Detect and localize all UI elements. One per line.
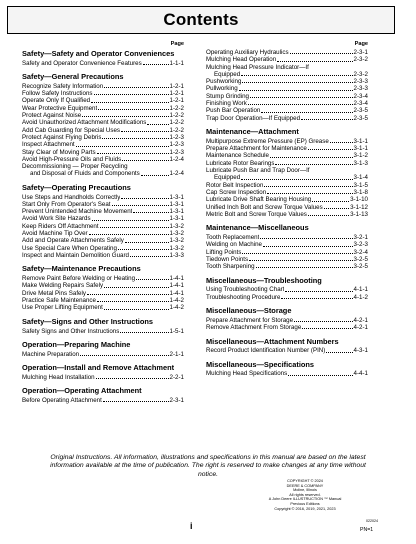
dot-leader — [141, 175, 169, 176]
toc-entry-title: Rotor Belt Inspection — [206, 181, 264, 189]
copyright-block — [265, 479, 345, 511]
toc-entry-page: 1-3-1 — [169, 208, 184, 216]
toc-entry-page: 1-2-2 — [169, 126, 184, 134]
dot-leader — [100, 227, 169, 228]
copyright-line: Copyright © 2016, 2019, 2021, 2023 — [274, 506, 336, 511]
toc-entry-page: 3-2-4 — [353, 248, 368, 256]
toc-entry[interactable] — [22, 397, 184, 404]
toc-entry[interactable] — [22, 275, 184, 282]
toc-entry-title: Machine Preparation — [22, 350, 80, 358]
contents-right-column — [206, 41, 368, 378]
dot-leader — [285, 291, 352, 292]
toc-entry[interactable] — [22, 194, 184, 201]
dot-leader — [130, 256, 169, 257]
toc-entry-page: 4-1-1 — [353, 286, 368, 294]
toc-entry-title: Protect Against Flying Debris — [22, 133, 102, 141]
dot-leader — [92, 220, 169, 221]
toc-entry[interactable] — [22, 328, 184, 335]
toc-entry-page: 3-1-5 — [353, 181, 368, 189]
toc-entry[interactable] — [22, 223, 184, 230]
toc-entry-title: Remove Paint Before Welding or Heating — [22, 275, 136, 283]
dot-leader — [121, 198, 168, 199]
toc-entry-title: Finishing Work — [206, 100, 247, 108]
toc-entry-title: Metric Bolt and Screw Torque Values — [206, 210, 307, 218]
toc-entry[interactable] — [206, 294, 368, 301]
toc-entry-title: Lubricate Drive Shaft Bearing Housing — [206, 196, 312, 204]
dot-leader — [76, 146, 169, 147]
toc-entry-title: Start Only From Operator's Seat — [22, 200, 111, 208]
toc-entry[interactable] — [22, 163, 184, 170]
toc-entry-title: Mulching Head Installation — [22, 373, 95, 381]
dot-leader — [261, 112, 352, 113]
toc-entry-page: 2-2-1 — [169, 373, 184, 381]
toc-entry-page: 1-4-2 — [169, 297, 184, 305]
toc-entry[interactable] — [206, 317, 368, 324]
toc-entry[interactable] — [22, 351, 184, 358]
toc-entry-title: Protect Against Noise — [22, 112, 82, 120]
dot-leader — [97, 153, 169, 154]
toc-entry[interactable] — [22, 290, 184, 297]
toc-entry-page: 4-1-2 — [353, 293, 368, 301]
toc-entry-title: Before Operating Attachment — [22, 397, 102, 405]
toc-entry-page: 3-1-1 — [353, 145, 368, 153]
original-instructions-note: Original Instructions. All information, illustrations and specifications in this manual are based on the latest information available at the time of publication. The right is reserved to make changes at any time without notice. — [50, 454, 366, 478]
toc-entry[interactable] — [22, 215, 184, 222]
toc-entry-page: 4-2-1 — [353, 324, 368, 332]
toc-entry-title: Practice Safe Maintenance — [22, 297, 96, 305]
toc-entry-title: Avoid High-Pressure Oils and Fluids — [22, 155, 122, 163]
toc-entry-page: 3-1-4 — [353, 174, 368, 182]
toc-entry-title: Wear Protective Equipment — [22, 104, 98, 112]
toc-entry[interactable] — [206, 152, 368, 159]
toc-entry[interactable] — [206, 204, 368, 211]
dot-leader — [82, 116, 168, 117]
toc-entry-page: 1-4-2 — [169, 304, 184, 312]
section-heading: Miscellaneous—Attachment Numbers — [206, 336, 339, 346]
toc-entry[interactable] — [206, 85, 368, 92]
toc-entry[interactable] — [22, 141, 184, 148]
toc-entry-page: 1-3-2 — [169, 244, 184, 252]
toc-entry-page: 1-2-1 — [169, 90, 184, 98]
toc-entry-page: 2-3-3 — [353, 85, 368, 93]
toc-entry[interactable] — [206, 93, 368, 100]
page-column-header: Page — [354, 41, 368, 47]
toc-entry[interactable] — [206, 241, 368, 248]
toc-entry-title: Operate Only If Qualified — [22, 97, 91, 105]
toc-entry-title: Unified Inch Bolt and Screw Torque Values — [206, 203, 323, 211]
section-heading: Operation—Install and Remove Attachment — [22, 363, 175, 373]
toc-entry-title: Avoid Machine Tip Over — [22, 230, 88, 238]
dot-leader — [133, 212, 168, 213]
dot-leader — [263, 246, 353, 247]
toc-entry-title: Inspect and Maintain Demolition Guard — [22, 251, 129, 259]
toc-entry-title: Use Proper Lifting Equipment — [22, 304, 103, 312]
toc-entry-page: 1-3-2 — [169, 230, 184, 238]
toc-entry[interactable] — [206, 370, 368, 377]
page-number: i — [190, 521, 193, 531]
toc-entry[interactable] — [22, 252, 184, 259]
toc-entry-title: Remove Attachment From Storage — [206, 324, 302, 332]
dot-leader — [312, 201, 349, 202]
toc-entry[interactable] — [22, 245, 184, 252]
toc-entry-title: Use Special Care When Operating — [22, 244, 117, 252]
dot-leader — [87, 294, 169, 295]
toc-entry-page: 3-1-3 — [353, 159, 368, 167]
toc-entry-page: 4-4-1 — [353, 370, 368, 378]
toc-entry[interactable] — [206, 263, 368, 270]
toc-entry-page: 1-3-2 — [169, 222, 184, 230]
toc-entry[interactable] — [206, 138, 368, 145]
toc-entry-title: Safety and Operator Convenience Features — [22, 59, 142, 67]
toc-entry[interactable] — [206, 256, 368, 263]
toc-entry[interactable] — [206, 211, 368, 218]
dot-leader — [308, 215, 349, 216]
toc-entry-page: 2-3-2 — [353, 70, 368, 78]
toc-entry[interactable] — [22, 170, 184, 177]
toc-entry[interactable] — [22, 119, 184, 126]
toc-entry-page: 1-2-3 — [169, 133, 184, 141]
page-column-header: Page — [170, 41, 184, 47]
dot-leader — [248, 104, 353, 105]
toc-entry-title: Add Cab Guarding for Special Uses — [22, 126, 121, 134]
dot-leader — [102, 138, 168, 139]
toc-entry[interactable] — [22, 237, 184, 244]
toc-entry[interactable] — [22, 282, 184, 289]
dot-leader — [97, 301, 169, 302]
toc-entry-page: 1-1-1 — [169, 59, 184, 67]
toc-entry[interactable] — [22, 297, 184, 304]
toc-entry-page: 3-1-10 — [350, 196, 368, 204]
dot-leader — [120, 332, 168, 333]
toc-entry-title: Mulching Head Specifications — [206, 370, 288, 378]
toc-entry-page: 1-2-2 — [169, 119, 184, 127]
copyright-line: All rights reserved. — [289, 492, 321, 497]
toc-entry-page: 1-2-1 — [169, 82, 184, 90]
toc-entry-page: 1-2-3 — [169, 141, 184, 149]
toc-entry[interactable] — [22, 83, 184, 90]
contents-title-bar — [7, 6, 395, 34]
toc-entry-title: Welding on Machine — [206, 241, 262, 249]
section-heading: Miscellaneous—Specifications — [206, 359, 315, 369]
toc-entry-page: 2-3-4 — [353, 100, 368, 108]
section-heading: Safety—General Precautions — [22, 72, 124, 82]
toc-entry[interactable] — [206, 347, 368, 354]
dot-leader — [294, 321, 353, 322]
dot-leader — [326, 352, 352, 353]
toc-entry-title: Tiedown Points — [206, 255, 249, 263]
section-heading: Miscellaneous—Storage — [206, 306, 292, 316]
toc-entry-page: 1-2-2 — [169, 112, 184, 120]
toc-entry-title: Lubricate Rotor Bearings — [206, 159, 275, 167]
toc-entry-page: 1-2-3 — [169, 148, 184, 156]
dot-leader — [249, 260, 352, 261]
toc-entry-title: Keep Riders Off Attachment — [22, 222, 99, 230]
toc-entry-title: Equipped — [214, 174, 241, 182]
dot-leader — [122, 160, 168, 161]
toc-entry-page: 1-2-2 — [169, 104, 184, 112]
dot-leader — [275, 164, 352, 165]
section-heading: Safety—Signs and Other Instructions — [22, 316, 153, 326]
toc-entry[interactable] — [22, 134, 184, 141]
dot-leader — [288, 375, 352, 376]
toc-entry-page: 3-2-5 — [353, 263, 368, 271]
toc-entry-title: Trap Door Operation—If Equipped — [206, 114, 301, 122]
toc-entry[interactable] — [206, 160, 368, 167]
dot-leader — [242, 253, 352, 254]
dot-leader — [104, 287, 168, 288]
toc-entry-page: 1-3-1 — [169, 200, 184, 208]
toc-entry-page: 3-1-1 — [353, 137, 368, 145]
dot-leader — [118, 249, 169, 250]
toc-entry-title: Record Product Identification Number (PIN) — [206, 347, 326, 355]
toc-entry-title: Recognize Safety Information — [22, 82, 104, 90]
toc-entry-title: Add and Operate Attachments Safely — [22, 237, 124, 245]
toc-entry-title: Lifting Points — [206, 248, 242, 256]
toc-entry-title: Maintenance Schedule — [206, 152, 269, 160]
dot-leader — [302, 328, 352, 329]
toc-entry-title: Cap Screw Inspection — [206, 188, 267, 196]
document-code: 022024 — [366, 519, 378, 523]
dot-leader — [136, 279, 169, 280]
section-heading: Maintenance—Attachment — [206, 127, 299, 137]
toc-entry[interactable] — [22, 201, 184, 208]
dot-leader — [256, 267, 353, 268]
toc-entry[interactable] — [206, 182, 368, 189]
toc-entry-title: Pullworking — [206, 85, 238, 93]
dot-leader — [80, 355, 168, 356]
toc-entry[interactable] — [22, 112, 184, 119]
dot-leader — [241, 75, 352, 76]
toc-entry[interactable] — [206, 196, 368, 203]
dot-leader — [96, 378, 169, 379]
dot-leader — [104, 87, 168, 88]
toc-entry-title: Tooth Replacement — [206, 233, 260, 241]
toc-entry-page: 2-3-4 — [353, 92, 368, 100]
dot-leader — [89, 234, 169, 235]
toc-entry-title: Troubleshooting Procedure — [206, 293, 281, 301]
toc-entry-title: Follow Safety Instructions — [22, 90, 93, 98]
toc-entry-page: 3-2-1 — [353, 233, 368, 241]
toc-entry-page: 4-2-1 — [353, 316, 368, 324]
toc-entry[interactable] — [22, 60, 184, 67]
dot-leader — [267, 193, 352, 194]
dot-leader — [241, 179, 352, 180]
toc-entry-title: Prepare Attachment for Storage — [206, 316, 294, 324]
toc-entry-page: 1-3-1 — [169, 215, 184, 223]
dot-leader — [264, 186, 352, 187]
toc-entry[interactable] — [206, 107, 368, 114]
toc-entry-title: Mulching Head Pressure Indicator—If — [206, 63, 309, 71]
toc-entry-title: Push Bar Operation — [206, 107, 261, 115]
dot-leader — [308, 149, 353, 150]
toc-entry-page: 3-1-8 — [353, 188, 368, 196]
toc-entry-page: 1-2-4 — [169, 170, 184, 178]
toc-entry[interactable] — [206, 174, 368, 181]
toc-entry-page: 2-1-1 — [169, 350, 184, 358]
dot-leader — [94, 94, 169, 95]
contents-left-column — [22, 41, 184, 404]
section-heading: Miscellaneous—Troubleshooting — [206, 275, 322, 285]
toc-entry[interactable] — [206, 167, 368, 174]
toc-entry-title: Operating Auxiliary Hydraulics — [206, 49, 289, 56]
toc-entry-page: 2-3-2 — [353, 56, 368, 64]
toc-entry-page: 1-2-4 — [169, 155, 184, 163]
toc-entry[interactable] — [22, 149, 184, 156]
toc-entry-page: 1-4-1 — [169, 282, 184, 290]
toc-entry-title: Stump Grinding — [206, 92, 249, 100]
dot-leader — [277, 61, 352, 62]
dot-leader — [290, 53, 353, 54]
toc-entry-page: 4-3-1 — [353, 347, 368, 355]
section-heading: Operation—Preparing Machine — [22, 339, 131, 349]
toc-entry-title: Prepare Attachment for Maintenance — [206, 145, 307, 153]
toc-entry-title: Mulching Head Operation — [206, 56, 277, 64]
toc-entry-page: 3-1-13 — [350, 210, 368, 218]
toc-entry[interactable] — [206, 249, 368, 256]
toc-entry-title: Using Troubleshooting Chart — [206, 286, 285, 294]
toc-entry-page: 2-3-5 — [353, 107, 368, 115]
toc-entry-title: Inspect Attachment — [22, 141, 75, 149]
dot-leader — [121, 131, 169, 132]
toc-entry[interactable] — [206, 49, 368, 56]
toc-entry[interactable] — [22, 156, 184, 163]
toc-entry[interactable] — [206, 78, 368, 85]
toc-entry-title: Tooth Sharpening — [206, 263, 255, 271]
toc-entry[interactable] — [22, 230, 184, 237]
left-section-list — [22, 50, 184, 404]
dot-leader — [324, 208, 349, 209]
right-section-list — [206, 49, 368, 378]
copyright-line: Previous Editions — [290, 501, 320, 506]
toc-entry-page: 3-1-12 — [350, 203, 368, 211]
toc-entry[interactable] — [22, 90, 184, 97]
toc-entry[interactable] — [206, 145, 368, 152]
dot-leader — [91, 102, 168, 103]
dot-leader — [260, 238, 352, 239]
toc-entry-page: 3-2-3 — [353, 241, 368, 249]
section-heading: Maintenance—Miscellaneous — [206, 223, 309, 233]
toc-entry[interactable] — [206, 56, 368, 63]
toc-entry-page: 1-3-3 — [169, 251, 184, 259]
toc-entry-title: Decommissioning — Proper Recycling — [22, 163, 128, 171]
toc-entry[interactable] — [22, 105, 184, 112]
toc-entry-page: 1-4-1 — [169, 289, 184, 297]
dot-leader — [250, 97, 353, 98]
dot-leader — [242, 82, 352, 83]
toc-entry-title: Avoid Work Site Hazards — [22, 215, 91, 223]
section-heading: Safety—Safety and Operator Conveniences — [22, 49, 175, 58]
dot-leader — [147, 124, 168, 125]
dot-leader — [104, 309, 169, 310]
toc-entry-title: Use Steps and Handholds Correctly — [22, 193, 121, 201]
toc-entry[interactable] — [206, 115, 368, 122]
copyright-line: Moline, Illinois — [293, 488, 317, 493]
toc-entry[interactable] — [206, 286, 368, 293]
toc-entry-page: 1-4-1 — [169, 275, 184, 283]
dot-leader — [98, 109, 168, 110]
dot-leader — [301, 119, 353, 120]
dot-leader — [281, 298, 352, 299]
toc-entry-title: Drive Metal Pins Safely — [22, 289, 86, 297]
toc-entry[interactable] — [22, 374, 184, 381]
copyright-line: DEERE & COMPANY — [286, 483, 324, 488]
dot-leader — [125, 242, 169, 243]
section-heading: Safety—Maintenance Precautions — [22, 264, 141, 274]
toc-entry-title: Lubricate Push Bar and Trap Door—If — [206, 167, 310, 175]
toc-entry-page: 2-3-5 — [353, 114, 368, 122]
toc-entry[interactable] — [22, 304, 184, 311]
toc-entry-page: 2-3-1 — [169, 397, 184, 405]
toc-entry-title: Multipurpose Extreme Pressure (EP) Grease — [206, 137, 329, 145]
toc-entry-page: 1-2-1 — [169, 97, 184, 105]
toc-entry-page: 2-3-1 — [353, 49, 368, 56]
dot-leader — [143, 64, 169, 65]
toc-entry[interactable] — [206, 71, 368, 78]
section-heading: Operation—Operating Attachment — [22, 386, 142, 396]
copyright-line: A John Deere ILLUSTRUCTION ™ Manual — [268, 497, 342, 502]
toc-entry-title: Stay Clear of Moving Parts — [22, 148, 96, 156]
toc-entry[interactable] — [22, 127, 184, 134]
dot-leader — [103, 401, 169, 402]
toc-entry[interactable] — [22, 208, 184, 215]
toc-entry[interactable] — [22, 97, 184, 104]
toc-entry[interactable] — [206, 64, 368, 71]
toc-entry-page: 1-5-1 — [169, 327, 184, 335]
page-title: Contents — [163, 10, 239, 29]
copyright-line: COPYRIGHT © 2024 — [287, 479, 323, 483]
dot-leader — [270, 157, 353, 158]
dot-leader — [112, 205, 169, 206]
toc-entry-page: 3-1-2 — [353, 152, 368, 160]
section-heading: Safety—Operating Precautions — [22, 182, 131, 192]
dot-leader — [239, 90, 353, 91]
toc-entry-page: 2-3-3 — [353, 78, 368, 86]
toc-entry-title: Make Welding Repairs Safely — [22, 282, 104, 290]
toc-entry-title: Avoid Unauthorized Attachment Modifications — [22, 119, 147, 127]
toc-entry-title: Pushworking — [206, 78, 242, 86]
toc-entry[interactable] — [206, 100, 368, 107]
toc-entry-page: 3-2-5 — [353, 255, 368, 263]
toc-entry-title: Equipped — [214, 70, 241, 78]
toc-entry[interactable] — [206, 324, 368, 331]
toc-entry-page: 1-3-2 — [169, 237, 184, 245]
toc-entry-page: 1-3-1 — [169, 193, 184, 201]
toc-entry-title: Prevent Unintended Machine Movement — [22, 208, 133, 216]
toc-entry[interactable] — [206, 234, 368, 241]
toc-entry-title: Safety Signs and Other Instructions — [22, 327, 120, 335]
dot-leader — [330, 142, 353, 143]
pn-label: PN=1 — [360, 527, 374, 533]
toc-entry[interactable] — [206, 189, 368, 196]
toc-entry-title: and Disposal of Fluids and Components — [30, 170, 140, 178]
